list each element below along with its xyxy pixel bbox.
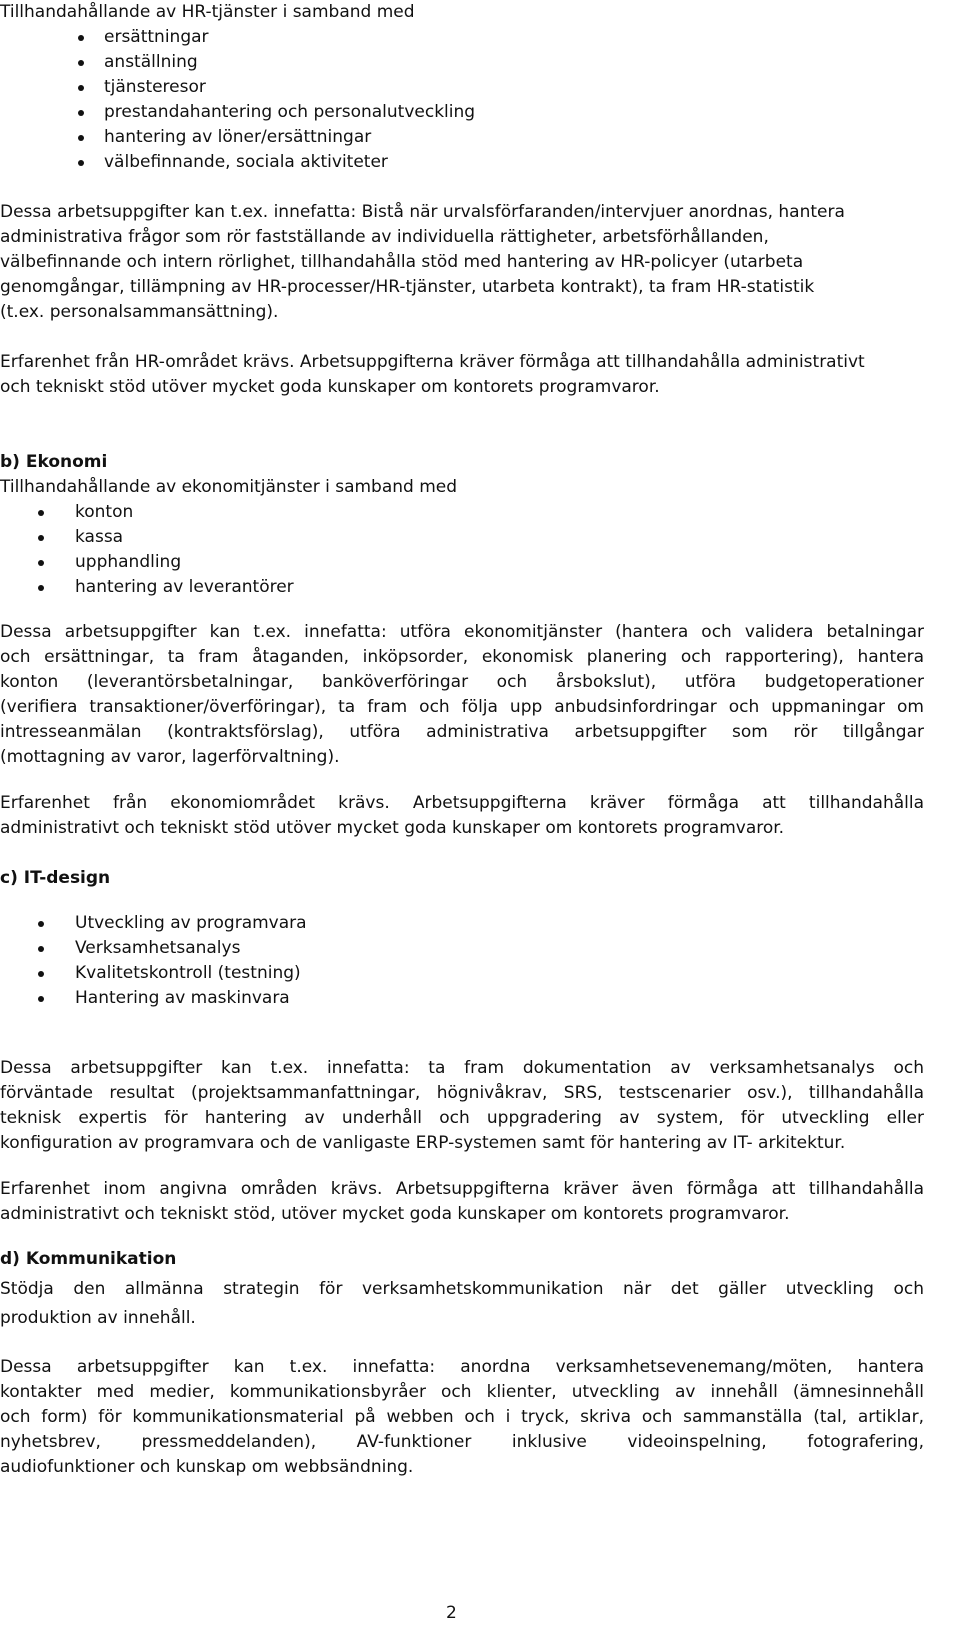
bullet-icon (38, 535, 44, 541)
hr-tasks-paragraph: Dessa arbetsuppgifter kan t.ex. innefatta: Bistå när urvalsförfaranden/intervjuer anordnas, hantera administrativa frågor som rör fastställande av individuella rättigheter, arbetsförhållanden, välbefinnande och intern rörlighet, tillhandahålla stöd med hantering av HR-policyer (utarbeta genomgångar, tillämpning av HR-processer/HR-tjänster, utarbeta kontrakt), ta fram HR-statistik (t.ex. personalsammansättning). (0, 202, 845, 322)
ekonomi-tasks-paragraph: Dessa arbetsuppgifter kan t.ex. innefatta: utföra ekonomitjänster (hantera och validera betalningar och ersättningar, ta fram åtaganden, inköpsorder, ekonomisk planering och rapportering), hantera konton (leverantörsbetalningar, banköverföringar och årsbokslut), utföra budgetoperationer (verifiera transaktioner/överföringar), ta fram och följa upp anbudsinfordringar och uppmaningar om intresseanmälan (kontraktsförslag), utföra administrativa arbetsuppgifter som rör tillgångar (mottagning av varor, lagerförvaltning). (0, 622, 924, 767)
bullet-icon (38, 946, 44, 952)
section-heading-ekonomi: b) Ekonomi (0, 452, 108, 472)
bullet-icon (38, 996, 44, 1002)
hr-intro: Tillhandahållande av HR-tjänster i samband med (0, 2, 415, 22)
hr-experience-paragraph: Erfarenhet från HR-området krävs. Arbetsuppgifterna kräver förmåga att tillhandahålla administrativt och tekniskt stöd utöver mycket goda kunskaper om kontorets programvaror. (0, 352, 865, 397)
kommunikation-tasks-paragraph: Dessa arbetsuppgifter kan t.ex. innefatta: anordna verksamhetsevenemang/möten, hantera kontakter med medier, kommunikationsbyråer och klienter, utveckling av innehåll (ämnesinnehåll och form) för kommunikationsmaterial på webben och i tryck, skriva och sammanställa (tal, artiklar, nyhetsbrev, pressmeddelanden), AV-funktioner inklusive videoinspelning, fotografering, audiofunktioner och kunskap om webbsändning. (0, 1357, 924, 1477)
ekonomi-intro: Tillhandahållande av ekonomitjänster i samband med (0, 477, 458, 497)
bullet-icon (38, 971, 44, 977)
kommunikation-intro-paragraph: Stödja den allmänna strategin för verksamhetskommunikation när det gäller utveckling och produktion av innehåll. (0, 1279, 924, 1328)
section-heading-it-design: c) IT-design (0, 868, 111, 888)
it-tasks-paragraph: Dessa arbetsuppgifter kan t.ex. innefatta: ta fram dokumentation av verksamhetsanalys och förväntade resultat (projektsammanfattningar, högnivåkrav, SRS, testscenarier osv.), tillhandahålla teknisk expertis för hantering av underhåll och uppgradering av system, för utveckling eller konfiguration av programvara och de vanligaste ERP-systemen samt för hantering av IT- arkitektur. (0, 1058, 924, 1153)
bullet-icon (38, 560, 44, 566)
bullet-icon (78, 60, 84, 66)
bullet-icon (38, 510, 44, 516)
section-heading-kommunikation: d) Kommunikation (0, 1249, 177, 1269)
bullet-icon (38, 921, 44, 927)
bullet-icon (78, 135, 84, 141)
bullet-icon (78, 160, 84, 166)
it-experience-paragraph: Erfarenhet inom angivna områden krävs. Arbetsuppgifterna kräver även förmåga att tillhandahålla administrativt och tekniskt stöd, utöver mycket goda kunskaper om kontorets programvaror. (0, 1179, 924, 1224)
bullet-icon (78, 85, 84, 91)
bullet-icon (78, 35, 84, 41)
bullet-icon (38, 585, 44, 591)
page-number: 2 (446, 1603, 457, 1623)
bullet-icon (78, 110, 84, 116)
ekonomi-experience-paragraph: Erfarenhet från ekonomiområdet krävs. Arbetsuppgifterna kräver förmåga att tillhandahålla administrativt och tekniskt stöd utöver mycket goda kunskaper om kontorets programvaror. (0, 793, 924, 838)
